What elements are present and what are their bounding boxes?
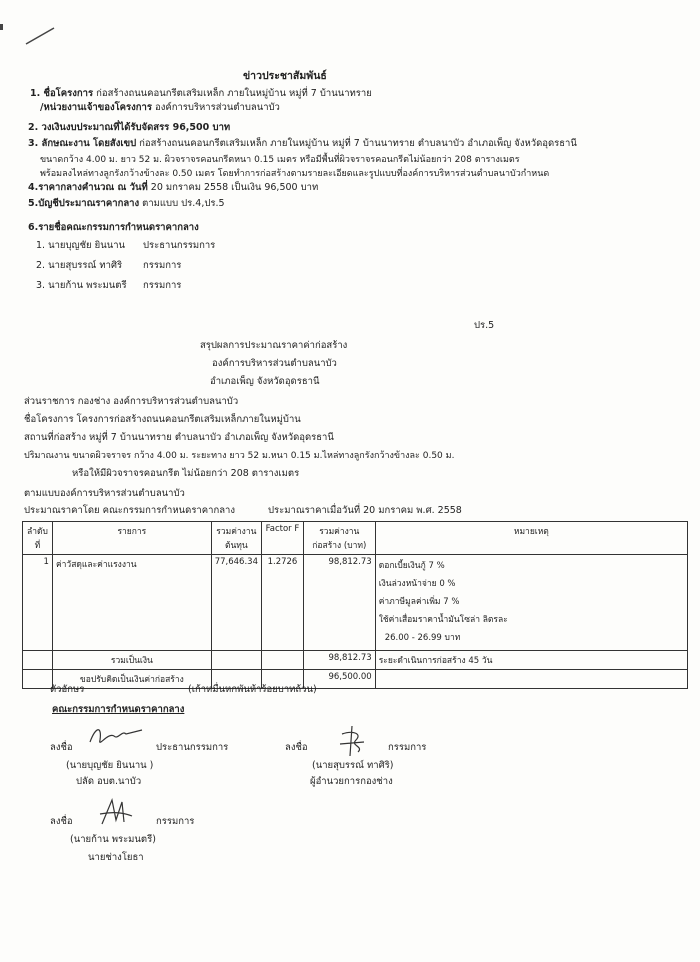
item3-line2: ขนาดกว้าง 4.00 ม. ยาว 52 ม. ผิวจราจรคอนกรีตหนา 0.15 เมตร หรือมีพื้นที่ผิวจราจรคอนกรีตไม่น้อยกว่า 208 ตารางเมตร: [40, 155, 520, 165]
summary-estimator: ประมาณราคาโดย คณะกรรมการกำหนดราคากลาง: [24, 505, 235, 516]
committee-role: กรรมการ: [143, 260, 182, 271]
table-header: Factor F: [261, 522, 303, 555]
signatory-1-title: ปลัด อบต.นาบัว: [76, 776, 142, 787]
table-sum-row: [23, 651, 688, 670]
item3-value: ก่อสร้างถนนคอนกรีตเสริมเหล็ก ภายในหมู่บ้าน หมู่ที่ 7 บ้านนาทราย ตำบลนาบัว อำเภอเพ็ญ จังหวัดอุดรธานี: [139, 138, 577, 149]
signatory-3-title: นายช่างโยธา: [88, 852, 144, 863]
signatory-1-name: (นายบุญชัย ยินนาน ): [66, 760, 154, 771]
duration: ระยะดำเนินการก่อสร้าง 45 วัน: [375, 651, 687, 670]
table-rounded-row: [23, 670, 688, 689]
sign-label: ลงชื่อ: [50, 742, 73, 753]
item2: 2. วงเงินงบประมาณที่ได้รับจัดสรร 96,500 บาท: [28, 122, 231, 133]
in-words-label: ตัวอักษร: [50, 684, 85, 695]
announcement-title: ข่าวประชาสัมพันธ์: [243, 70, 327, 82]
table-header-row: [23, 522, 688, 555]
table-header: ลำดับที่: [23, 522, 53, 555]
summary-district: อำเภอเพ็ญ จังหวัดอุดรธานี: [210, 376, 320, 387]
item3-label: 3. ลักษณะงาน โดยสังเขป: [28, 138, 137, 149]
note-line: 26.00 - 26.99 บาท: [384, 633, 461, 643]
sign-label: ลงชื่อ: [285, 742, 308, 753]
signatory-2-title: ผู้อำนวยการกองช่าง: [310, 776, 393, 787]
signatory-3-name: (นายก้าน พระมนตรี): [70, 834, 156, 845]
committee-name: 1. นายบุญชัย ยินนาน: [36, 240, 126, 251]
item5-value: ตามแบบ ปร.4,ปร.5: [142, 198, 225, 209]
item4: [28, 182, 318, 194]
note-line: ใช้ค่าเสื่อมราคาน้ำมันโซล่า ลิตรละ: [378, 615, 508, 625]
signature-3: [96, 794, 136, 830]
item4-label: 4.ราคากลางคำนวณ ณ วันที่: [28, 182, 148, 193]
item1-label: 1. ชื่อโครงการ: [30, 88, 94, 99]
cost-table: [22, 521, 688, 689]
table-header: รายการ: [52, 522, 211, 555]
signatory-3-role: กรรมการ: [156, 816, 195, 827]
row-factor: 1.2726: [261, 555, 303, 651]
item1b: [40, 102, 280, 114]
in-words-value: (เก้าหมื่นหกพันห้าร้อยบาทถ้วน): [188, 684, 317, 695]
committee-role: กรรมการ: [143, 280, 182, 291]
summary-project: ชื่อโครงการ โครงการก่อสร้างถนนคอนกรีตเสริมเหล็กภายในหมู่บ้าน: [24, 414, 301, 425]
table-header: หมายเหตุ: [375, 522, 687, 555]
row-cost: 77,646.34: [211, 555, 261, 651]
row-total: 98,812.73: [303, 555, 375, 651]
signatory-2-role: กรรมการ: [388, 742, 427, 753]
row-notes: [375, 555, 687, 651]
sign-label: ลงชื่อ: [50, 816, 73, 827]
summary-quantity-2: หรือให้มีผิวจราจรคอนกรีต ไม่น้อยกว่า 208 ตารางเมตร: [72, 468, 300, 479]
item6: 6.รายชื่อคณะกรรมการกำหนดราคากลาง: [28, 222, 199, 233]
item3-line3: พร้อมลงไหล่ทางลูกรังกว้างข้างละ 0.50 เมตร โดยทำการก่อสร้างตามรายละเอียดและรูปแบบที่องค์การบริหารส่วนตำบลนาบัวกำหนด: [40, 169, 550, 179]
committee-name: 3. นายก้าน พระมนตรี: [36, 280, 127, 291]
item3: [28, 138, 577, 150]
item1: [30, 88, 372, 100]
note-line: เงินล่วงหน้าจ่าย 0 %: [378, 579, 456, 589]
summary-location: สถานที่ก่อสร้าง หมู่ที่ 7 บ้านนาทราย ตำบลนาบัว อำเภอเพ็ญ จังหวัดอุดรธานี: [24, 432, 334, 443]
table-header: รวมค่างาน ต้นทุน: [211, 522, 261, 555]
sum-value: 98,812.73: [303, 651, 375, 670]
item5-label: 5.บัญชีประมาณราคากลาง: [28, 198, 140, 209]
item4-value: 20 มกราคม 2558 เป็นเงิน 96,500 บาท: [150, 182, 319, 193]
scan-mark: [20, 22, 60, 52]
sum-label: รวมเป็นเงิน: [52, 651, 211, 670]
item5: [28, 198, 225, 210]
item1b-value: องค์การบริหารส่วนตำบลนาบัว: [155, 102, 280, 113]
table-header: รวมค่างานก่อสร้าง (บาท): [303, 522, 375, 555]
row-item: ค่าวัสดุและค่าแรงงาน: [52, 555, 211, 651]
rounded-label: ขอปรับคิดเป็นเงินค่าก่อสร้าง: [52, 670, 211, 689]
signatory-1-role: ประธานกรรมการ: [156, 742, 229, 753]
item1-value: ก่อสร้างถนนคอนกรีตเสริมเหล็ก ภายในหมู่บ้าน หมู่ที่ 7 บ้านนาทราย: [96, 88, 372, 99]
row-number: 1: [23, 555, 53, 651]
summary-quantity: ปริมาณงาน ขนาดผิวจราจร กว้าง 4.00 ม. ระยะทาง ยาว 52 ม.หนา 0.15 ม.ไหล่ทางลูกรังกว้างข้างละ 0.50 ม.: [24, 451, 455, 461]
signature-heading: คณะกรรมการกำหนดราคากลาง: [52, 704, 185, 715]
scan-dot: [0, 24, 3, 30]
item1b-label: /หน่วยงานเจ้าของโครงการ: [40, 102, 152, 113]
note-line: ดอกเบี้ยเงินกู้ 7 %: [378, 561, 445, 571]
signature-1: [86, 722, 146, 752]
signatory-2-name: (นายสุบรรณ์ ทาศิริ): [312, 760, 394, 771]
summary-title: สรุปผลการประมาณราคาค่าก่อสร้าง: [200, 340, 348, 351]
summary-design: ตามแบบองค์การบริหารส่วนตำบลนาบัว: [24, 488, 185, 499]
rounded-value: 96,500.00: [303, 670, 375, 689]
note-line: ค่าภาษีมูลค่าเพิ่ม 7 %: [378, 597, 460, 607]
committee-name: 2. นายสุบรรณ์ ทาศิริ: [36, 260, 123, 271]
summary-dept: ส่วนราชการ กองช่าง องค์การบริหารส่วนตำบลนาบัว: [24, 396, 239, 407]
summary-estimate-date: ประมาณราคาเมื่อวันที่ 20 มกราคม พ.ศ. 2558: [268, 505, 462, 516]
summary-org: องค์การบริหารส่วนตำบลนาบัว: [212, 358, 337, 369]
signature-2: [334, 722, 374, 762]
committee-role: ประธานกรรมการ: [143, 240, 216, 251]
form-code: ปร.5: [474, 320, 495, 331]
table-row: [23, 555, 688, 651]
